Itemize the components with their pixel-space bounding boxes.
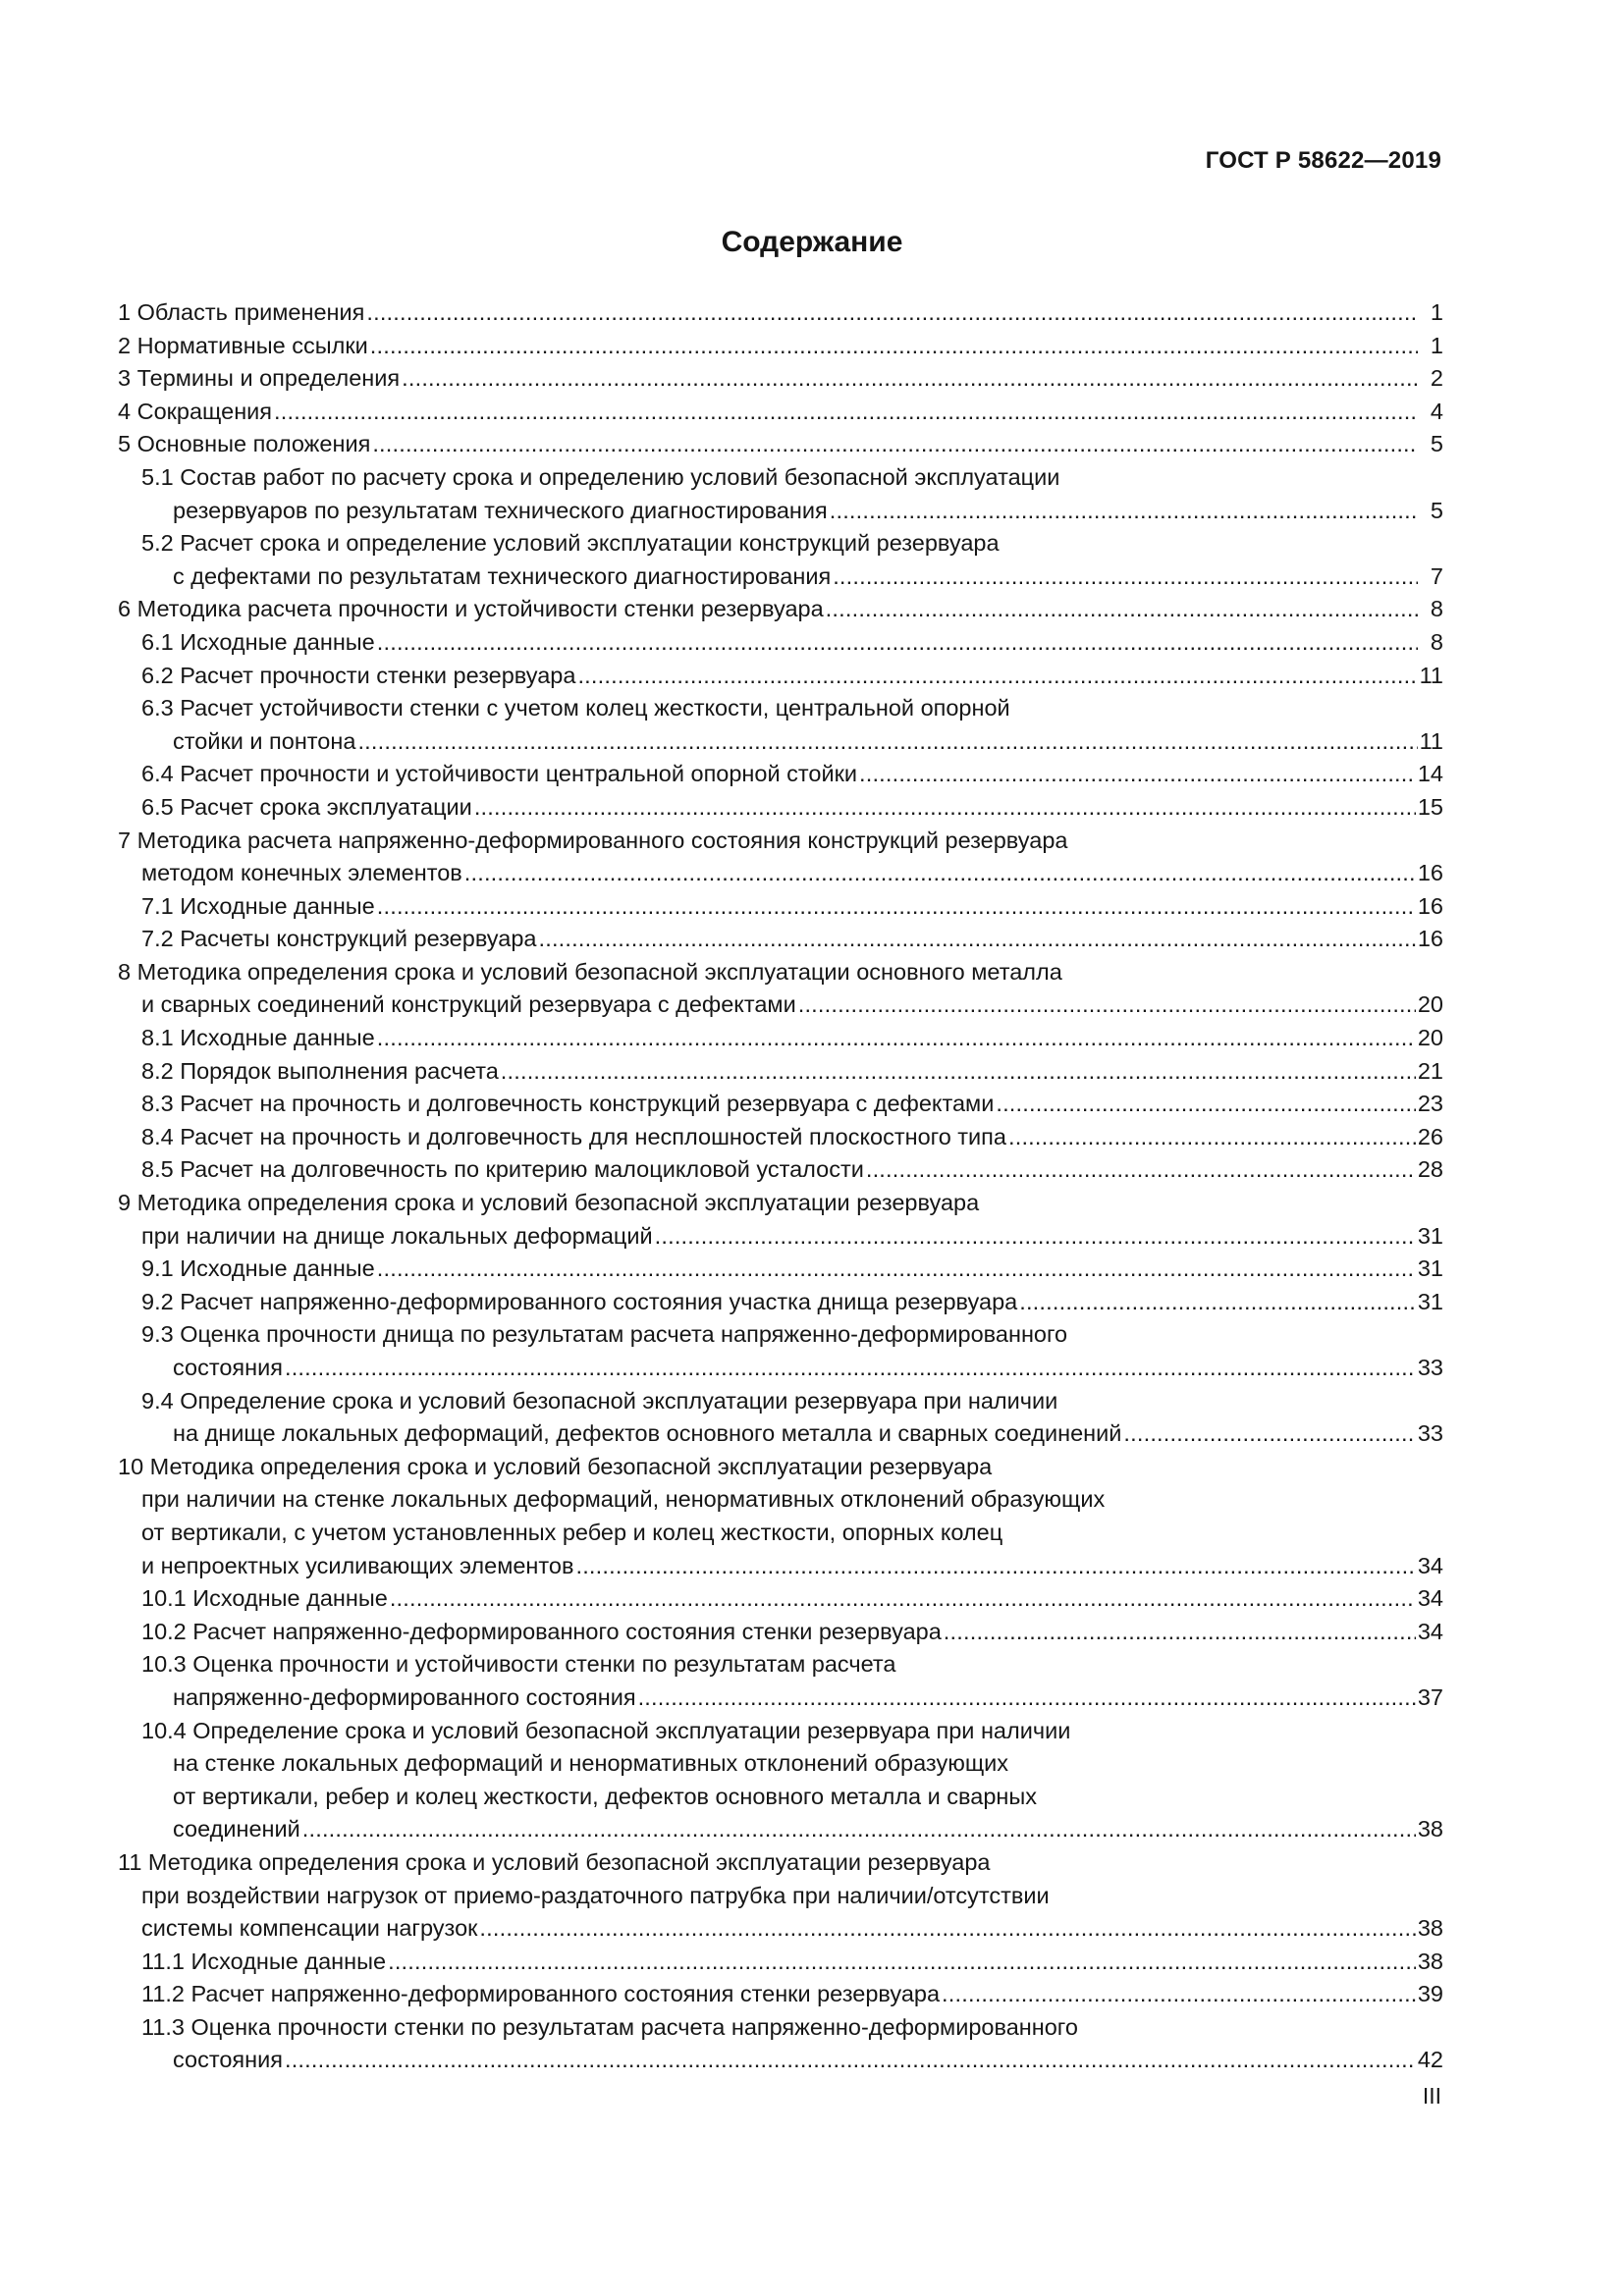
toc-page-number: 20: [1417, 1025, 1443, 1051]
toc-page-number: 16: [1417, 892, 1443, 919]
toc-entry-text: 7.2 Расчеты конструкций резервуара: [141, 926, 537, 952]
toc-entry[interactable]: [118, 296, 1443, 330]
toc-entry-text: 8.1 Исходные данные: [141, 1025, 375, 1051]
toc-page-number: 20: [1417, 991, 1443, 1018]
toc-page-number: 14: [1417, 761, 1443, 787]
toc-entry-text: 7 Методика расчета напряженно-деформированного состояния конструкций резервуара: [118, 827, 1068, 853]
toc-entry[interactable]: [118, 890, 1443, 924]
toc-entry[interactable]: [118, 1121, 1443, 1154]
toc-entry[interactable]: [118, 1616, 1443, 1649]
toc-entry-text: и сварных соединений конструкций резервуара с дефектами: [141, 991, 796, 1018]
toc-leader-dots: [390, 1582, 1416, 1616]
toc-entry[interactable]: [118, 1648, 1443, 1714]
toc-entry[interactable]: [118, 956, 1443, 1022]
toc-leader-dots: [474, 791, 1416, 825]
toc-page-number: 5: [1430, 497, 1443, 523]
toc-entry[interactable]: [118, 692, 1443, 758]
toc-page-number: 42: [1417, 2047, 1443, 2073]
toc-entry-text: методом конечных элементов: [141, 860, 462, 886]
toc-entry[interactable]: [118, 1385, 1443, 1451]
toc-page-number: 1: [1430, 299, 1443, 325]
toc-entry-text: резервуаров по результатам технического диагностирования: [173, 497, 828, 523]
toc-entry[interactable]: [118, 1187, 1443, 1253]
toc-page-number: 2: [1430, 365, 1443, 392]
toc-entry[interactable]: [118, 362, 1443, 396]
toc-entry-text: соединений: [173, 1816, 300, 1842]
toc-page-number: 8: [1430, 596, 1443, 622]
toc-entry-text: от вертикали, с учетом установленных ребер и колец жесткости, опорных колец: [141, 1519, 1003, 1545]
page-title: Содержание: [721, 226, 903, 258]
toc-entry-text: от вертикали, ребер и колец жесткости, дефектов основного металла и сварных: [173, 1783, 1038, 1809]
toc-leader-dots: [285, 2044, 1416, 2077]
toc-entry[interactable]: [118, 1022, 1443, 1055]
toc-leader-dots: [357, 725, 1417, 759]
toc-entry-text: состояния: [173, 2047, 283, 2073]
toc-entry[interactable]: [118, 758, 1443, 791]
toc-page-number: 16: [1417, 926, 1443, 952]
toc-page-number: 33: [1417, 1355, 1443, 1380]
toc-leader-dots: [366, 296, 1418, 330]
toc-leader-dots: [479, 1912, 1415, 1946]
toc-leader-dots: [274, 396, 1418, 429]
toc-entry-text: при наличии на стенке локальных деформаций, ненормативных отклонений образующих: [141, 1486, 1106, 1513]
toc-entry-text: 5 Основные положения: [118, 431, 371, 457]
toc-page-number: 34: [1417, 1585, 1443, 1612]
toc-page-number: 16: [1417, 860, 1443, 886]
toc-entry[interactable]: [118, 396, 1443, 429]
toc-entry-text: 8.4 Расчет на прочность и долговечность для несплошностей плоскостного типа: [141, 1123, 1006, 1149]
toc-entry[interactable]: [118, 461, 1443, 527]
toc-leader-dots: [798, 988, 1416, 1022]
toc-page-number: 4: [1430, 398, 1443, 424]
toc-entry-text: 9.1 Исходные данные: [141, 1255, 375, 1282]
toc-leader-dots: [577, 660, 1417, 693]
toc-leader-dots: [538, 923, 1415, 956]
toc-entry-text: 5.1 Состав работ по расчету срока и определению условий безопасной эксплуатации: [141, 463, 1060, 490]
toc-entry[interactable]: [118, 527, 1443, 593]
toc-page-number: 37: [1417, 1683, 1443, 1710]
toc-entry[interactable]: [118, 1088, 1443, 1121]
toc-entry-text: с дефектами по результатам технического диагностирования: [173, 562, 832, 589]
toc-entry[interactable]: [118, 2011, 1443, 2077]
toc-entry-text: 10.1 Исходные данные: [141, 1585, 388, 1612]
toc-leader-dots: [1019, 1286, 1416, 1319]
toc-page-number: 28: [1417, 1156, 1443, 1183]
toc-entry-text: на стенке локальных деформаций и ненормативных отклонений образующих: [173, 1750, 1009, 1777]
toc-entry-text: 3 Термины и определения: [118, 365, 401, 392]
toc-entry[interactable]: [118, 923, 1443, 956]
toc-entry-text: 2 Нормативные ссылки: [118, 332, 368, 358]
toc-leader-dots: [830, 495, 1418, 528]
toc-entry[interactable]: [118, 1451, 1443, 1582]
toc-entry[interactable]: [118, 825, 1443, 890]
toc-entry-text: 10.2 Расчет напряженно-деформированного состояния стенки резервуара: [141, 1618, 942, 1644]
toc-entry-text: 6.1 Исходные данные: [141, 628, 375, 655]
toc-entry-text: и непроектных усиливающих элементов: [141, 1552, 574, 1578]
toc-leader-dots: [402, 362, 1418, 396]
toc-leader-dots: [826, 593, 1418, 626]
toc-entry-text: 6.4 Расчет прочности и устойчивости центральной опорной стойки: [141, 761, 857, 787]
toc-leader-dots: [372, 428, 1418, 461]
toc-page-number: 23: [1417, 1091, 1443, 1117]
toc-entry-text: 6.2 Расчет прочности стенки резервуара: [141, 662, 576, 688]
toc-entry-text: 9.2 Расчет напряженно-деформированного состояния участка днища резервуара: [141, 1288, 1018, 1314]
toc-leader-dots: [833, 561, 1418, 594]
toc-entry-text: 10 Методика определения срока и условий безопасной эксплуатации резервуара: [118, 1453, 993, 1479]
toc-page-number: 21: [1417, 1057, 1443, 1084]
toc-entry-text: состояния: [173, 1355, 283, 1380]
toc-entry[interactable]: [118, 660, 1443, 693]
toc-page-number: 7: [1430, 562, 1443, 589]
toc-page-number: 39: [1417, 1981, 1443, 2007]
toc-entry[interactable]: [118, 1153, 1443, 1187]
toc-page-number: 38: [1417, 1915, 1443, 1942]
toc-entry[interactable]: [118, 1846, 1443, 1946]
toc-entry-text: 11.3 Оценка прочности стенки по результатам расчета напряженно-деформированного: [141, 2013, 1078, 2040]
toc-leader-dots: [377, 1022, 1416, 1055]
toc-leader-dots: [377, 890, 1416, 924]
toc-page-number: 5: [1430, 431, 1443, 457]
toc-leader-dots: [464, 857, 1416, 890]
toc-entry[interactable]: [118, 1253, 1443, 1286]
toc-leader-dots: [638, 1682, 1416, 1715]
toc-entry-text: 11 Методика определения срока и условий безопасной эксплуатации резервуара: [118, 1848, 991, 1875]
toc-entry-text: стойки и понтона: [173, 727, 356, 754]
toc-entry-text: 9.3 Оценка прочности днища по результатам расчета напряженно-деформированного: [141, 1321, 1068, 1348]
toc-entry-text: 8.3 Расчет на прочность и долговечность конструкций резервуара с дефектами: [141, 1091, 995, 1117]
toc-page-number: 34: [1417, 1552, 1443, 1578]
toc-entry-text: 7.1 Исходные данные: [141, 892, 375, 919]
toc-leader-dots: [944, 1616, 1416, 1649]
toc-entry[interactable]: [118, 791, 1443, 825]
toc-leader-dots: [370, 330, 1418, 363]
toc-page-number: 11: [1419, 727, 1443, 754]
toc-entry-text: 8.5 Расчет на долговечность по критерию малоцикловой усталости: [141, 1156, 864, 1183]
toc-page-number: 34: [1417, 1618, 1443, 1644]
toc-entry-text: системы компенсации нагрузок: [141, 1915, 478, 1942]
toc-entry-text: 10.3 Оценка прочности и устойчивости стенки по результатам расчета: [141, 1651, 896, 1678]
toc-leader-dots: [1123, 1417, 1415, 1451]
toc-entry-text: 8 Методика определения срока и условий безопасной эксплуатации основного металла: [118, 958, 1062, 985]
toc-entry-text: при наличии на днище локальных деформаций: [141, 1222, 653, 1249]
toc-entry-text: 10.4 Определение срока и условий безопасной эксплуатации резервуара при наличии: [141, 1717, 1071, 1743]
toc-page-number: 15: [1417, 793, 1443, 820]
toc-page-number: 31: [1417, 1222, 1443, 1249]
toc-entry-text: на днище локальных деформаций, дефектов основного металла и сварных соединений: [173, 1420, 1122, 1447]
toc-leader-dots: [866, 1153, 1416, 1187]
toc-leader-dots: [1008, 1121, 1416, 1154]
page-number: III: [1422, 2083, 1441, 2109]
toc-entry-text: 5.2 Расчет срока и определение условий эксплуатации конструкций резервуара: [141, 530, 1000, 557]
toc-entry-text: 6.3 Расчет устойчивости стенки с учетом колец жесткости, центральной опорной: [141, 695, 1010, 721]
toc-entry[interactable]: [118, 1978, 1443, 2011]
toc-entry-text: 11.1 Исходные данные: [141, 1948, 387, 1974]
table-of-contents: [118, 296, 1443, 2077]
toc-entry[interactable]: [118, 626, 1443, 660]
toc-page-number: 26: [1417, 1123, 1443, 1149]
toc-page-number: 38: [1417, 1816, 1443, 1842]
toc-leader-dots: [575, 1550, 1415, 1583]
toc-entry-text: 4 Сокращения: [118, 398, 273, 424]
toc-entry[interactable]: [118, 1582, 1443, 1616]
toc-page-number: 8: [1430, 628, 1443, 655]
toc-leader-dots: [996, 1088, 1416, 1121]
toc-entry[interactable]: [118, 330, 1443, 363]
toc-leader-dots: [388, 1946, 1416, 1979]
document-code: ГОСТ Р 58622—2019: [1205, 147, 1441, 174]
toc-entry-text: 11.2 Расчет напряженно-деформированного состояния стенки резервуара: [141, 1981, 941, 2007]
toc-leader-dots: [655, 1220, 1416, 1254]
toc-entry[interactable]: [118, 593, 1443, 626]
toc-entry[interactable]: [118, 1715, 1443, 1846]
toc-leader-dots: [942, 1978, 1416, 2011]
toc-leader-dots: [377, 626, 1418, 660]
toc-leader-dots: [859, 758, 1416, 791]
toc-page-number: 31: [1417, 1255, 1443, 1282]
toc-entry[interactable]: [118, 428, 1443, 461]
toc-leader-dots: [302, 1813, 1416, 1846]
toc-entry-text: 8.2 Порядок выполнения расчета: [141, 1057, 499, 1084]
toc-leader-dots: [285, 1352, 1416, 1385]
toc-leader-dots: [377, 1253, 1416, 1286]
toc-entry-text: 9.4 Определение срока и условий безопасной эксплуатации резервуара при наличии: [141, 1387, 1058, 1414]
toc-page-number: 38: [1417, 1948, 1443, 1974]
toc-entry-text: 6 Методика расчета прочности и устойчивости стенки резервуара: [118, 596, 824, 622]
toc-entry[interactable]: [118, 1286, 1443, 1319]
toc-entry-text: 1 Область применения: [118, 299, 365, 325]
toc-entry-text: 9 Методика определения срока и условий безопасной эксплуатации резервуара: [118, 1190, 980, 1216]
toc-entry[interactable]: [118, 1055, 1443, 1089]
toc-entry-text: напряженно-деформированного состояния: [173, 1683, 636, 1710]
toc-page-number: 33: [1417, 1420, 1443, 1447]
toc-entry-text: при воздействии нагрузок от приемо-раздаточного патрубка при наличии/отсутствии: [141, 1882, 1050, 1908]
toc-entry-text: 6.5 Расчет срока эксплуатации: [141, 793, 472, 820]
toc-page-number: 11: [1419, 662, 1443, 688]
toc-entry[interactable]: [118, 1946, 1443, 1979]
toc-entry[interactable]: [118, 1318, 1443, 1384]
toc-page-number: 31: [1417, 1288, 1443, 1314]
toc-leader-dots: [501, 1055, 1416, 1089]
toc-page-number: 1: [1430, 332, 1443, 358]
